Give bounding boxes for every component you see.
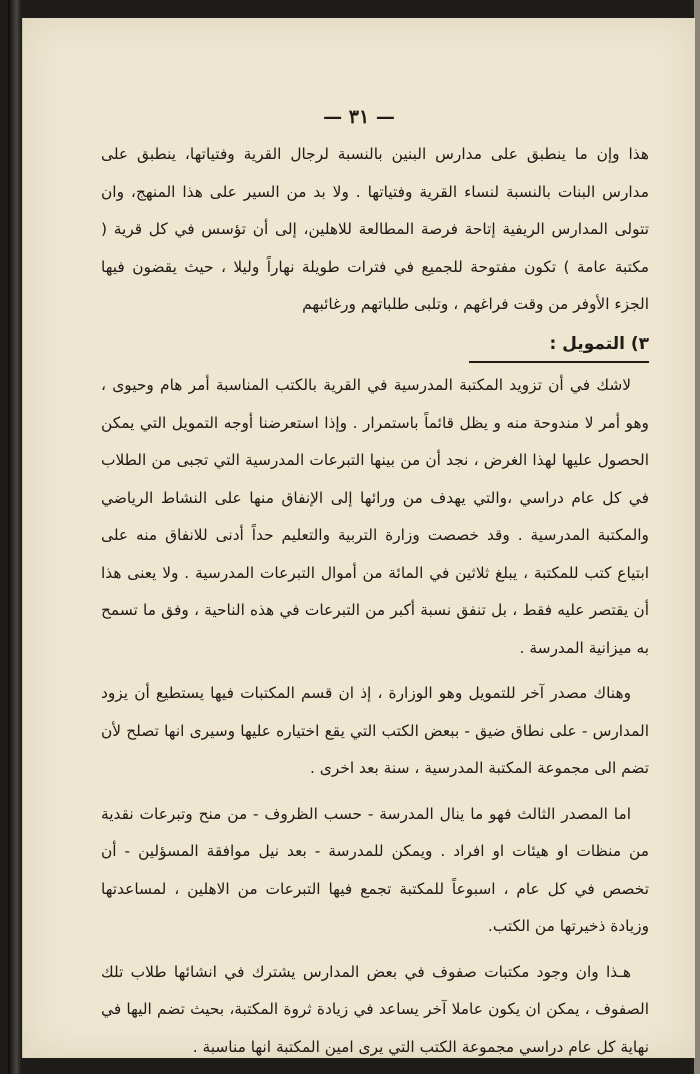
paper-sheet bbox=[22, 18, 695, 1058]
funding-paragraph-1: لاشك في أن تزويد المكتبة المدرسية في القرية بالكتب المناسبة أمر هام وحيوى ، وهو أمر لا مندوحة منه و يظل قائماً باستمرار . وإذا استعرضنا أوجه التمويل التي يمكن الحصول عليها لهذا الغرض ، نجد أن من بينها التبرعات المدرسية التي تجبى من الطلاب في كل عام دراسي ،والتي يهدف من ورائها إلى الإنفاق منها على النشاط الرياضي والمكتبة المدرسية . وقد خصصت وزارة التربية والتعليم حداً أدنى للانفاق منه على ابتياع كتب للمكتبة ، يبلغ ثلاثين في المائة من أموال التبرعات المدرسية . ولا يعنى هذا أن يقتصر عليه فقط ، بل تنفق نسبة أكبر من التبرعات في هذه الناحية ، وفق ما تسمح به ميزانية المدرسة . bbox=[101, 376, 649, 657]
funding-paragraph-3: اما المصدر الثالث فهو ما ينال المدرسة - حسب الظروف - من منح وتبرعات نقدية من منظات او هيئات او افراد . ويمكن للمدرسة - بعد نيل موافقة المسؤلين - أن تخصص في كل عام ، اسبوعاً للمكتبة تجمع فيها التبرعات من الاهلين ، لمساعدتها وزيادة ذخيرتها من الكتب. bbox=[101, 804, 649, 935]
intro-paragraph: هذا وإن ما ينطبق على مدارس البنين بالنسبة لرجال القرية وفتياتها، ينطبق على مدارس البنات بالنسبة لنساء القرية وفتياتها . ولا بد من السير على هذا المنهج، وان تتولى المدارس الريفية إتاحة فرصة المطالعة للاهلين، إلى أن تؤسس في كل قرية ( مكتبة عامة ) تكون مفتوحة للجميع في فترات طويلة نهاراً وليلا ، حيث يقضون فيها الجزء الأوفر من وقت فراغهم ، وتلبى طلباتهم ورغائبهم bbox=[101, 145, 649, 313]
page-number: — ٣١ — bbox=[323, 106, 395, 128]
section-heading-wrap bbox=[101, 326, 649, 364]
section-heading: ٣) التمويل : bbox=[469, 327, 649, 363]
funding-paragraph-2: وهناك مصدر آخر للتمويل وهو الوزارة ، إذ ان قسم المكتبات فيها يستطيع أن يزود المدارس - على نطاق ضيق - ببعض الكتب التي يقع اختياره عليها وسيرى انها تصلح لأن تضم الى مجموعة المكتبة المدرسية ، سنة بعد اخرى . bbox=[101, 684, 649, 777]
page-body bbox=[101, 136, 649, 1066]
funding-paragraph-4: هـذا وان وجود مكتبات صفوف في بعض المدارس يشترك في انشائها طلاب تلك الصفوف ، يمكن ان يكون عاملا آخر يساعد في زيادة ثروة المكتبة، بحيث تضم اليها في نهاية كل عام دراسي مجموعة الكتب التي يرى امين المكتبة انها مناسبة . bbox=[101, 962, 649, 1056]
book-binding-edge bbox=[8, 0, 22, 1074]
